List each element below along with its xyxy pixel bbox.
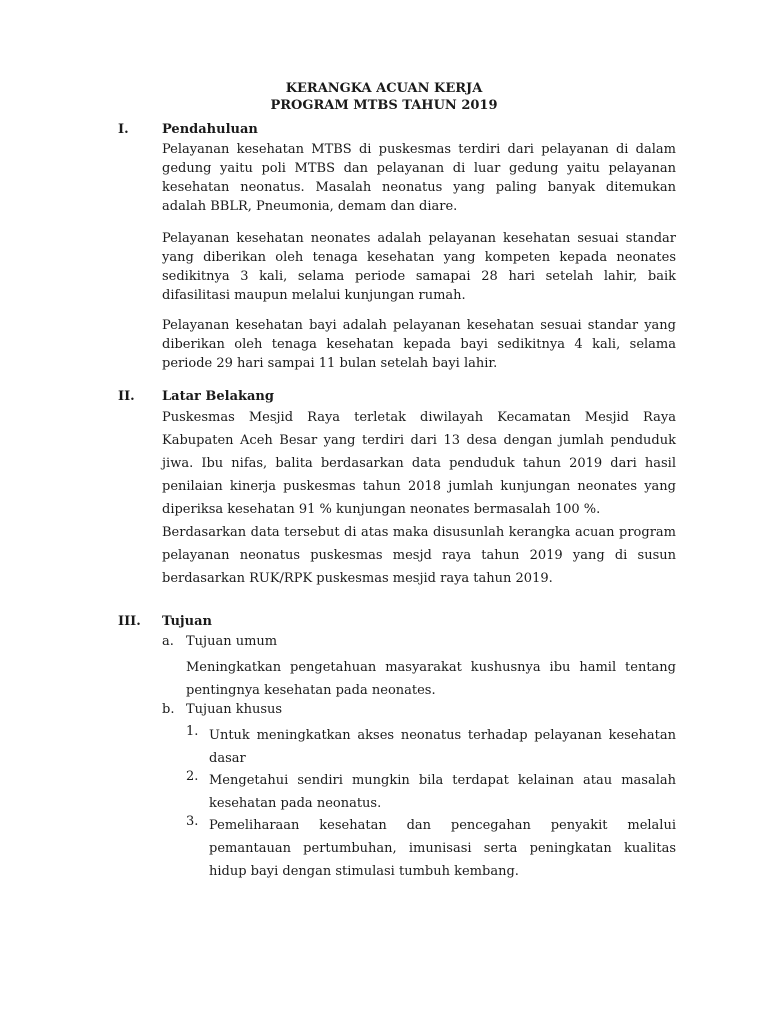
title-line-1: KERANGKA ACUAN KERJA <box>285 81 483 96</box>
specific-goal-2-text: Mengetahui sendiri mungkin bila terdapat kelainan atau masalah kesehatan pada neonatus. <box>209 773 676 811</box>
specific-goal-3-number: 3. <box>186 814 199 829</box>
specific-goal-label: Tujuan khusus <box>186 702 283 717</box>
specific-goal-1-text: Untuk meningkatkan akses neonatus terhadap pelayanan kesehatan dasar <box>209 728 676 766</box>
specific-goal-marker: b. <box>162 702 175 717</box>
general-goal-text: Meningkatkan pengetahuan masyarakat kushusnya ibu hamil tentang pentingnya kesehatan pada neonates. <box>186 660 676 698</box>
document-title <box>0 80 768 114</box>
section-2-number: II. <box>118 389 135 404</box>
section-1-heading: Pendahuluan <box>162 122 258 137</box>
specific-goal-2-number: 2. <box>186 769 199 784</box>
section-2-heading: Latar Belakang <box>162 389 274 404</box>
section-1-number: I. <box>118 122 129 137</box>
specific-goal-1-number: 1. <box>186 724 199 739</box>
specific-goal-3-text: Pemeliharaan kesehatan dan pencegahan penyakit melalui pemantauan pertumbuhan, imunisasi serta peningkatan kualitas hidup bayi dengan stimulasi tumbuh kembang. <box>209 818 676 879</box>
section-3-number: III. <box>118 614 141 629</box>
title-line-2: PROGRAM MTBS TAHUN 2019 <box>270 98 498 113</box>
section-3-heading: Tujuan <box>162 614 212 629</box>
section-1-paragraph-3: Pelayanan kesehatan bayi adalah pelayanan kesehatan sesuai standar yang diberikan oleh tenaga kesehatan kepada bayi sedikitnya 4 kali, selama periode 29 hari sampai 11 bulan setelah bayi lahir. <box>162 318 676 371</box>
section-2-paragraph-2: Berdasarkan data tersebut di atas maka disusunlah kerangka acuan program pelayanan neonatus puskesmas mesjd raya tahun 2019 yang di susun berdasarkan RUK/RPK puskesmas mesjid raya tahun 2019. <box>162 525 676 586</box>
general-goal-label: Tujuan umum <box>186 634 278 649</box>
section-2-paragraph-1: Puskesmas Mesjid Raya terletak diwilayah Kecamatan Mesjid Raya Kabupaten Aceh Besar yang terdiri dari 13 desa dengan jumlah penduduk jiwa. Ibu nifas, balita berdasarkan data penduduk tahun 2019 dari hasil penilaian kinerja puskesmas tahun 2018 jumlah kunjungan neonates yang diperiksa kesehatan 91 % kunjungan neonates bermasalah 100 %. <box>162 410 676 517</box>
section-1-paragraph-1: Pelayanan kesehatan MTBS di puskesmas terdiri dari pelayanan di dalam gedung yaitu poli MTBS dan pelayanan di luar gedung yaitu pelayanan kesehatan neonatus. Masalah neonatus yang paling banyak ditemukan adalah BBLR, Pneumonia, demam dan diare. <box>162 142 676 214</box>
section-1-paragraph-2: Pelayanan kesehatan neonates adalah pelayanan kesehatan sesuai standar yang diberikan oleh tenaga kesehatan yang kompeten kepada neonates sedikitnya 3 kali, selama periode samapai 28 hari setelah lahir, baik difasilitasi maupun melalui kunjungan rumah. <box>162 231 676 303</box>
general-goal-marker: a. <box>162 634 174 649</box>
